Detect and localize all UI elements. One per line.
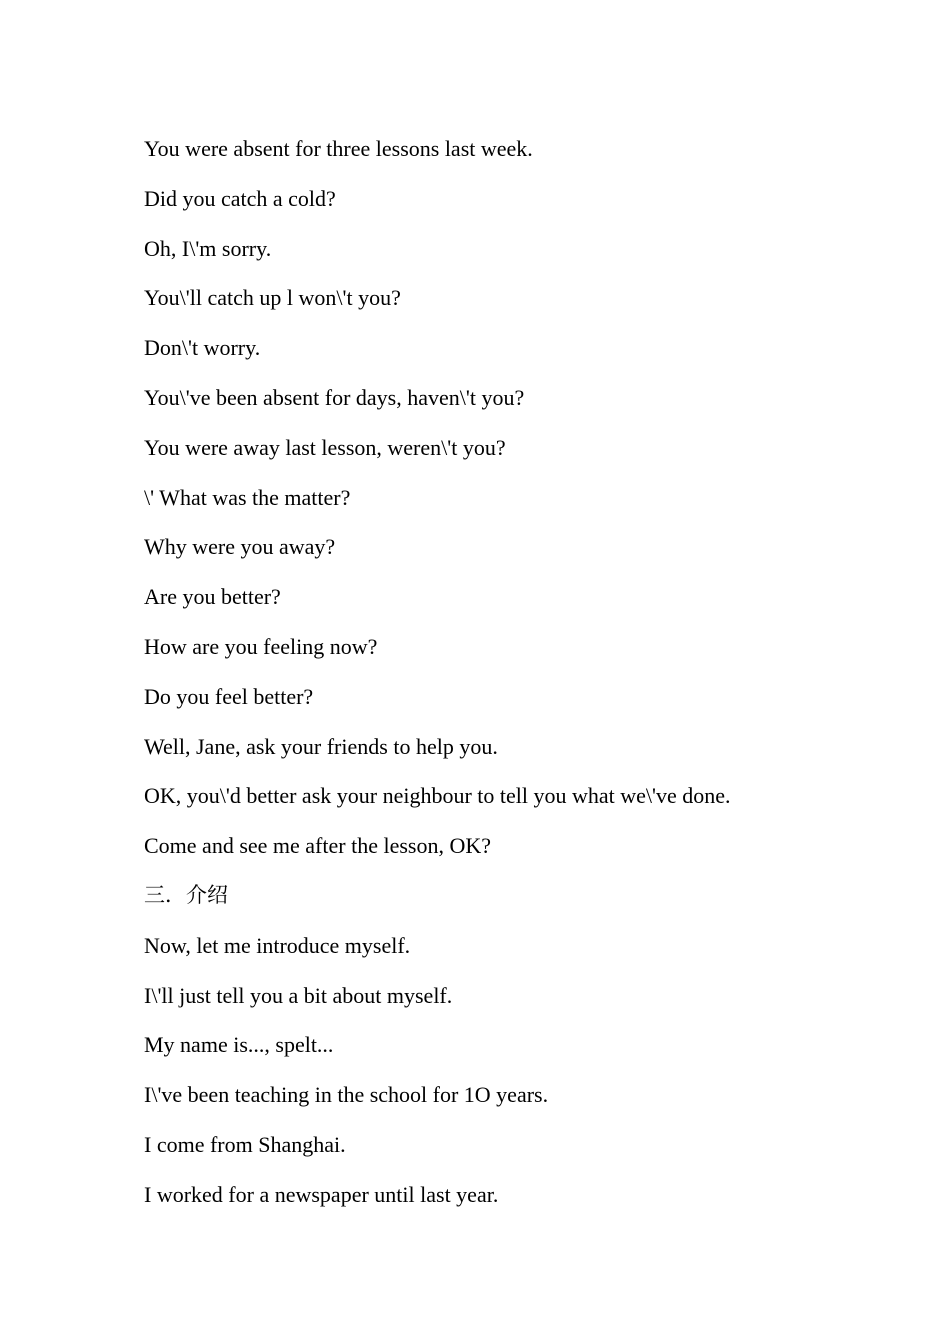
text-line: I worked for a newspaper until last year. xyxy=(144,1181,499,1207)
text-line: I\'ll just tell you a bit about myself. xyxy=(144,982,453,1008)
document-body xyxy=(144,124,844,1220)
text-line: Now, let me introduce myself. xyxy=(144,932,411,958)
text-line: Oh, I\'m sorry. xyxy=(144,235,272,261)
text-line: You were absent for three lessons last week. xyxy=(144,136,533,161)
text-line: You\'ll catch up l won\'t you? xyxy=(144,285,401,311)
text-line: Are you better? xyxy=(144,584,281,610)
text-line: Do you feel better? xyxy=(144,683,314,709)
text-line: You were away last lesson, weren\'t you? xyxy=(144,434,506,460)
text-line: I\'ve been teaching in the school for 1O years. xyxy=(144,1082,549,1108)
text-line: Come and see me after the lesson, OK? xyxy=(144,833,491,859)
text-line: You\'ve been absent for days, haven\'t you? xyxy=(144,384,525,410)
text-line: \' What was the matter? xyxy=(144,484,351,510)
text-line: I come from Shanghai. xyxy=(144,1131,346,1157)
text-line: My name is..., spelt... xyxy=(144,1032,334,1058)
text-line: Well, Jane, ask your friends to help you. xyxy=(144,733,498,759)
text-line: Did you catch a cold? xyxy=(144,185,336,211)
text-line: How are you feeling now? xyxy=(144,633,378,659)
text-line: Why were you away? xyxy=(144,534,336,560)
section-heading: 三．介绍 xyxy=(144,882,228,907)
text-line: OK, you\'d better ask your neighbour to tell you what we\'ve done. xyxy=(144,783,731,809)
text-line: Don\'t worry. xyxy=(144,335,261,361)
